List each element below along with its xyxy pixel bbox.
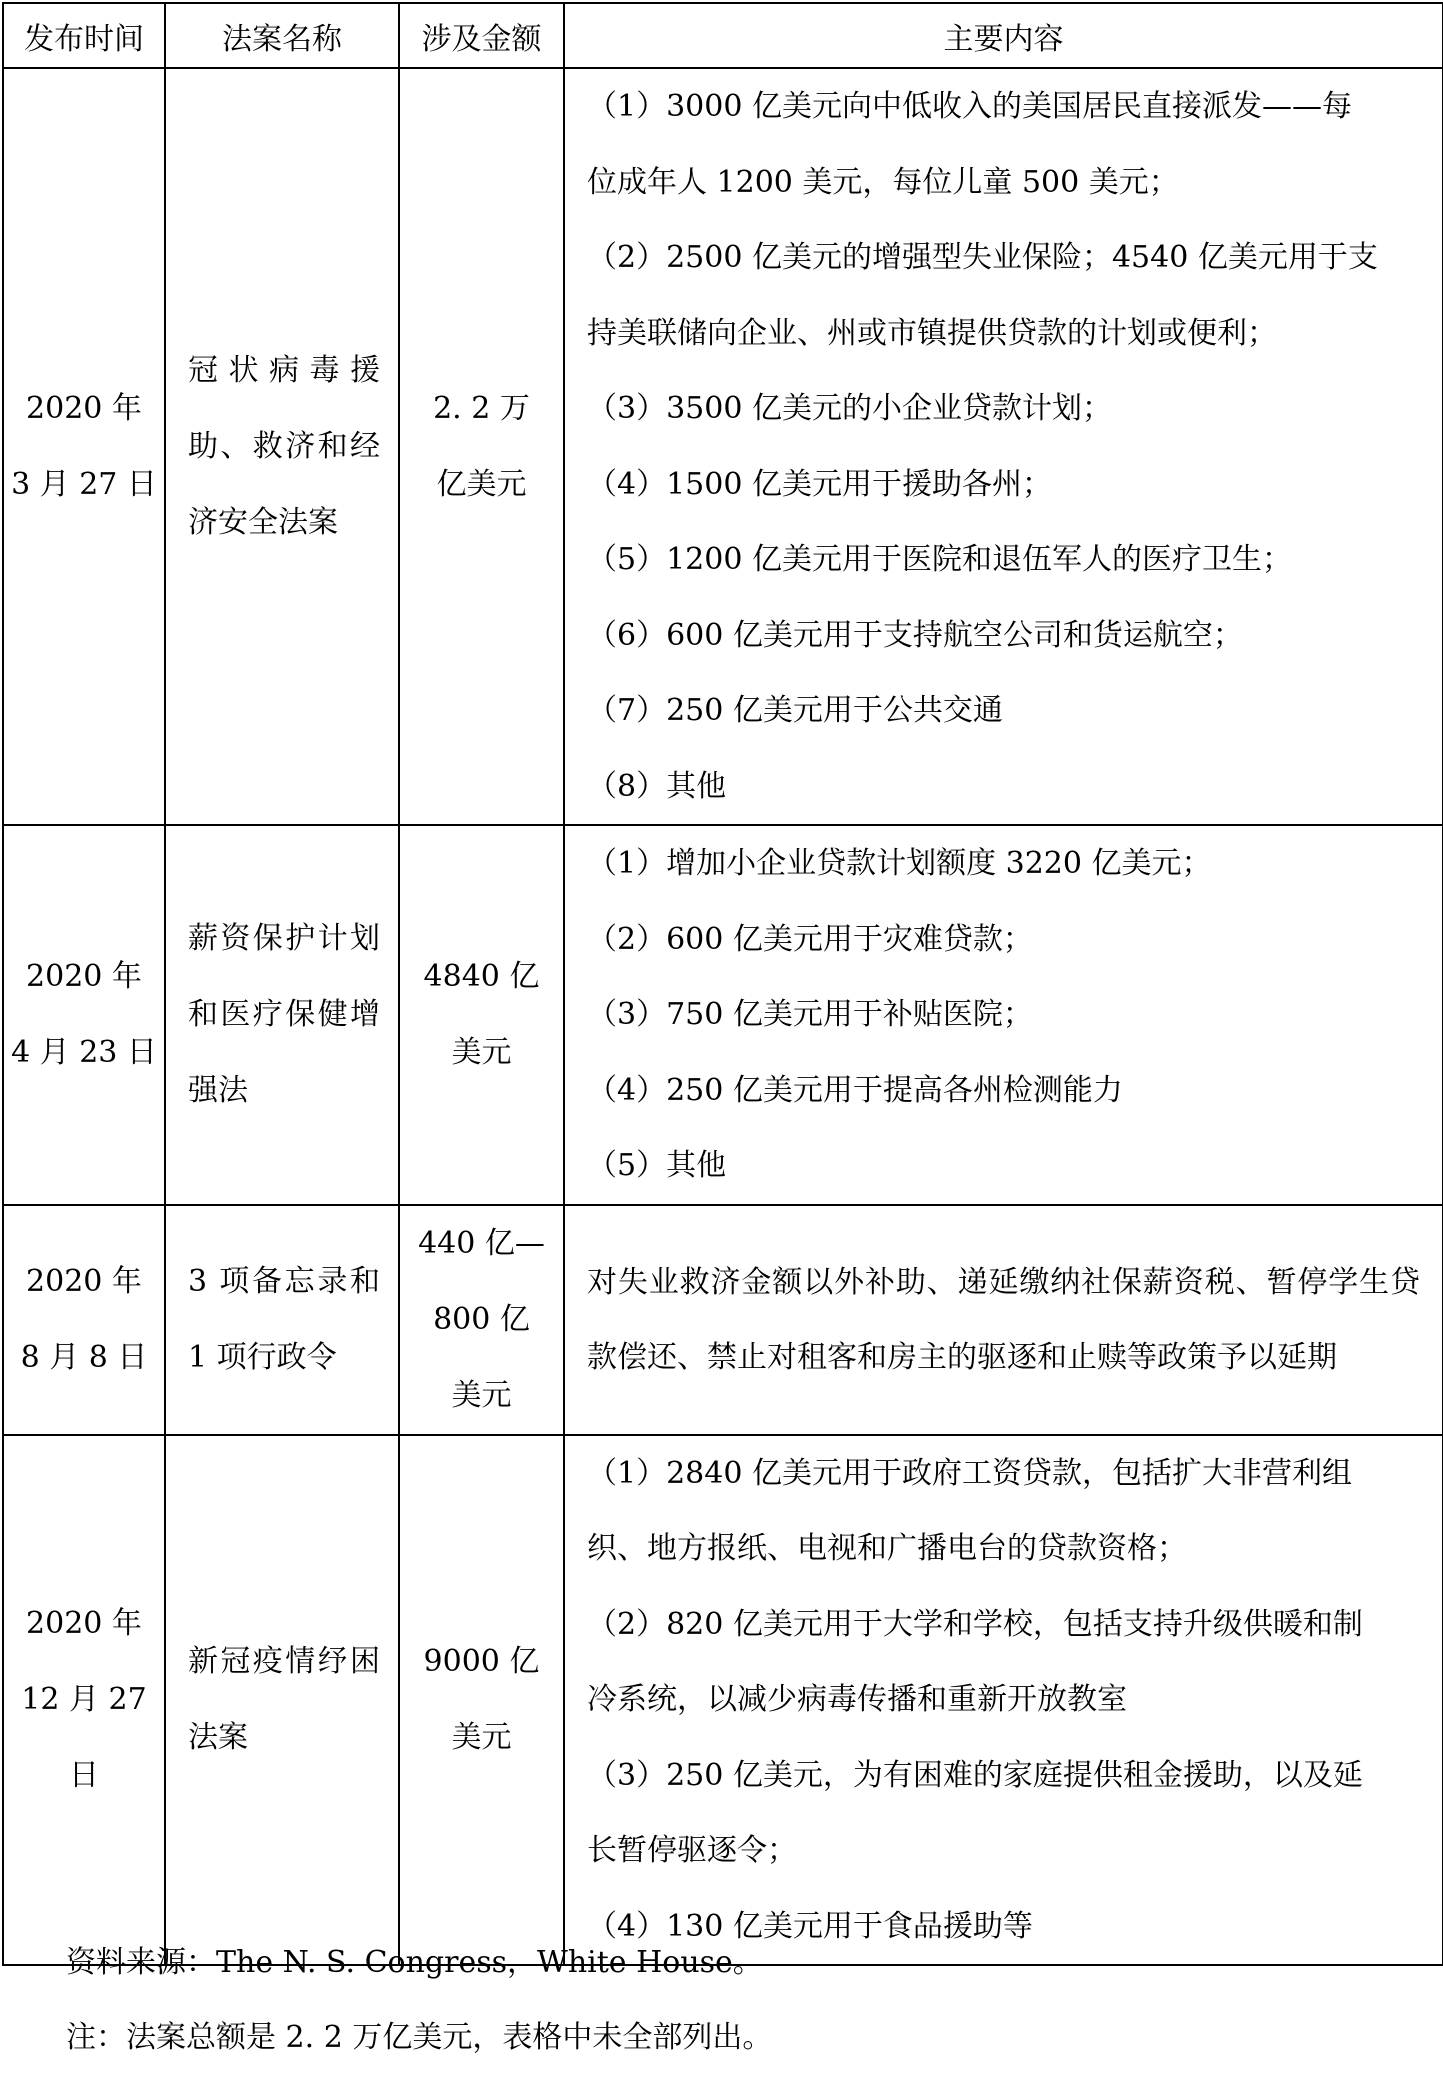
- row-content: 对失业救济金额以外补助、递延缴纳社保薪资税、暂停学生贷款偿还、禁止对租客和房主的驱逐和止赎等政策予以延期: [564, 1205, 1443, 1435]
- row-content: [564, 1435, 1443, 1966]
- content-line: （5）其他: [587, 1148, 727, 1183]
- content-line: 长暂停驱逐令；: [587, 1833, 797, 1868]
- table-row: [3, 825, 1443, 1205]
- policy-table-container: [2, 2, 1442, 1966]
- row-content: [564, 825, 1443, 1205]
- content-line: （3）250 亿美元，为有困难的家庭提供租金援助，以及延: [587, 1757, 1363, 1793]
- content-line: （6）600 亿美元用于支持航空公司和货运航空；: [587, 617, 1243, 653]
- row-amount: 2. 2 万 亿美元: [399, 68, 564, 825]
- content-line: （2）600 亿美元用于灾难贷款；: [587, 921, 1033, 957]
- header-amount: 涉及金额: [399, 3, 564, 68]
- row-bill-name: 薪资保护计划和医疗保健增强法: [165, 825, 399, 1205]
- table-row: [3, 68, 1443, 825]
- table-row: [3, 1205, 1443, 1435]
- table-notes: [66, 1925, 772, 2075]
- row-bill-name: 新冠疫情纾困法案: [165, 1435, 399, 1966]
- source-note: 资料来源：The N. S. Congress，White House。: [66, 1945, 763, 1980]
- content-line: （1）3000 亿美元向中低收入的美国居民直接派发——每: [587, 89, 1352, 124]
- header-main-content: 主要内容: [564, 3, 1443, 68]
- row-bill-name: 3 项备忘录和 1 项行政令: [165, 1205, 399, 1435]
- table-header-row: [3, 3, 1443, 68]
- header-date: 发布时间: [3, 3, 165, 68]
- relief-bills-table: [2, 2, 1443, 1966]
- content-line: （4）130 亿美元用于食品援助等: [587, 1908, 1033, 1944]
- row-amount: 440 亿— 800 亿 美元: [399, 1205, 564, 1435]
- content-line: 持美联储向企业、州或市镇提供贷款的计划或便利；: [587, 315, 1277, 351]
- header-bill-name: 法案名称: [165, 3, 399, 68]
- row-date: 2020 年 8 月 8 日: [3, 1205, 165, 1435]
- content-line: （1）2840 亿美元用于政府工资贷款，包括扩大非营利组: [587, 1455, 1352, 1491]
- content-line: （4）250 亿美元用于提高各州检测能力: [587, 1072, 1123, 1108]
- row-date: 2020 年 12 月 27 日: [3, 1435, 165, 1966]
- content-line: （2）2500 亿美元的增强型失业保险；4540 亿美元用于支: [587, 240, 1378, 275]
- row-amount: 4840 亿 美元: [399, 825, 564, 1205]
- content-line: （5）1200 亿美元用于医院和退伍军人的医疗卫生；: [587, 542, 1292, 577]
- content-line: 冷系统，以减少病毒传播和重新开放教室: [587, 1682, 1127, 1717]
- content-line: 位成年人 1200 美元，每位儿童 500 美元；: [587, 164, 1179, 200]
- table-row: [3, 1435, 1443, 1966]
- content-line: （7）250 亿美元用于公共交通: [587, 693, 1003, 728]
- footnote: 注：法案总额是 2. 2 万亿美元，表格中未全部列出。: [66, 2020, 773, 2055]
- row-content: [564, 68, 1443, 825]
- row-bill-name: 冠状病毒援助、救济和经济安全法案: [165, 68, 399, 825]
- content-line: 织、地方报纸、电视和广播电台的贷款资格；: [587, 1531, 1187, 1566]
- content-line: （1）增加小企业贷款计划额度 3220 亿美元；: [587, 846, 1212, 881]
- content-line: （2）820 亿美元用于大学和学校，包括支持升级供暖和制: [587, 1606, 1363, 1642]
- content-line: （8）其他: [587, 768, 727, 804]
- row-date: 2020 年 3 月 27 日: [3, 68, 165, 825]
- row-amount: 9000 亿 美元: [399, 1435, 564, 1966]
- content-line: （3）3500 亿美元的小企业贷款计划；: [587, 391, 1112, 426]
- row-date: 2020 年 4 月 23 日: [3, 825, 165, 1205]
- content-line: （3）750 亿美元用于补贴医院；: [587, 997, 1033, 1032]
- content-line: （4）1500 亿美元用于援助各州；: [587, 466, 1052, 502]
